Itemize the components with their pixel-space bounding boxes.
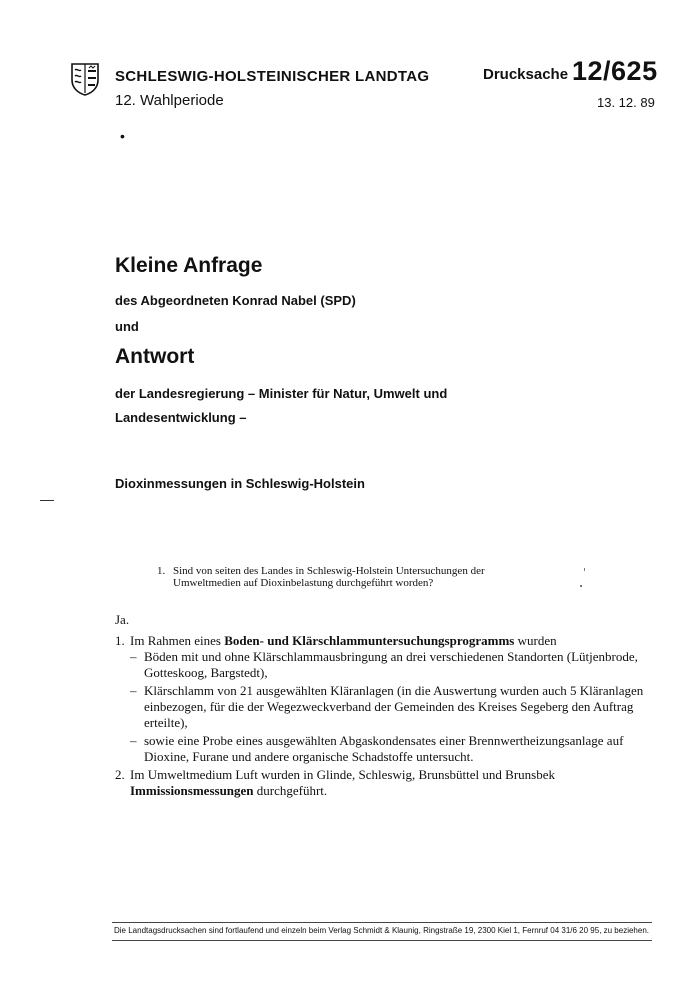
item-text: wurden <box>514 633 557 648</box>
drucksache-number: 12/625 <box>572 56 658 86</box>
footer-rule-top <box>112 922 652 923</box>
respondent-line: der Landesregierung – Minister für Natur, Umwelt und Landesentwicklung – <box>115 386 448 425</box>
organization-name: SCHLESWIG-HOLSTEINISCHER LANDTAG <box>115 68 430 85</box>
drucksache-label: Drucksache <box>483 66 569 83</box>
question-text: Sind von seiten des Landes in Schleswig-Holstein Untersuchungen der Umweltmedien auf Dioxinbelastung durchgeführt worden? <box>173 565 485 589</box>
list-item: – Böden mit und ohne Klärschlammausbringung an drei verschiedenen Standorten (Lütjenbrode, Gotteskoog, Bargstedt), <box>130 649 638 680</box>
answer-block <box>115 612 645 799</box>
item-text: Im Rahmen eines <box>130 633 225 648</box>
item-number: 1. <box>115 633 125 648</box>
question-number: 1. <box>157 565 166 577</box>
answer-item-1 <box>115 633 645 649</box>
scan-speck <box>584 568 585 571</box>
author-line: des Abgeordneten Konrad Nabel (SPD) <box>115 293 356 308</box>
question-block <box>157 565 507 589</box>
topic-line: Dioxinmessungen in Schleswig-Holstein <box>115 476 365 491</box>
kleine-anfrage-heading: Kleine Anfrage <box>115 254 263 277</box>
item-text-bold: Immissionsmessungen <box>130 783 254 798</box>
legislative-period: 12. Wahlperiode <box>115 92 224 109</box>
footer-rule-bottom <box>112 940 652 941</box>
answer-item-2 <box>115 767 645 799</box>
item-text: durchgeführt. <box>253 783 328 798</box>
list-item: – Klärschlamm von 21 ausgewählten Kläranlagen (in die Auswertung wurden auch 5 Kläranlagen einbezogen, für die der Wegezweckverband der Gemeinden des Kreises Segeberg den Auftrag erteilte), <box>130 683 644 730</box>
item-text-bold: Boden- und Klärschlammuntersuchungsprogramms <box>224 633 515 648</box>
margin-dash <box>40 500 54 501</box>
item-number: 2. <box>115 767 125 782</box>
answer-intro: Ja. <box>115 612 130 627</box>
antwort-heading: Antwort <box>115 345 195 368</box>
margin-mark: • <box>120 128 125 144</box>
document-date: 13. 12. 89 <box>597 95 655 110</box>
footer-note: Die Landtagsdrucksachen sind fortlaufend und einzeln beim Verlag Schmidt & Klaunig, Ringstraße 19, 2300 Kiel 1, Fernruf 04 31/6 20 95, zu beziehen. <box>114 926 649 935</box>
connector-text: und <box>115 319 139 334</box>
list-item: – sowie eine Probe eines ausgewählten Abgaskondensates einer Brennwertheizungsanlage auf Dioxine, Furane und andere organische Schadstoffe untersucht. <box>130 733 624 764</box>
coat-of-arms-icon <box>70 62 100 96</box>
item-text: Im Umweltmedium Luft wurden in Glinde, Schleswig, Brunsbüttel und Brunsbek <box>130 767 555 782</box>
scan-speck <box>580 585 582 587</box>
dash-list <box>115 649 645 765</box>
